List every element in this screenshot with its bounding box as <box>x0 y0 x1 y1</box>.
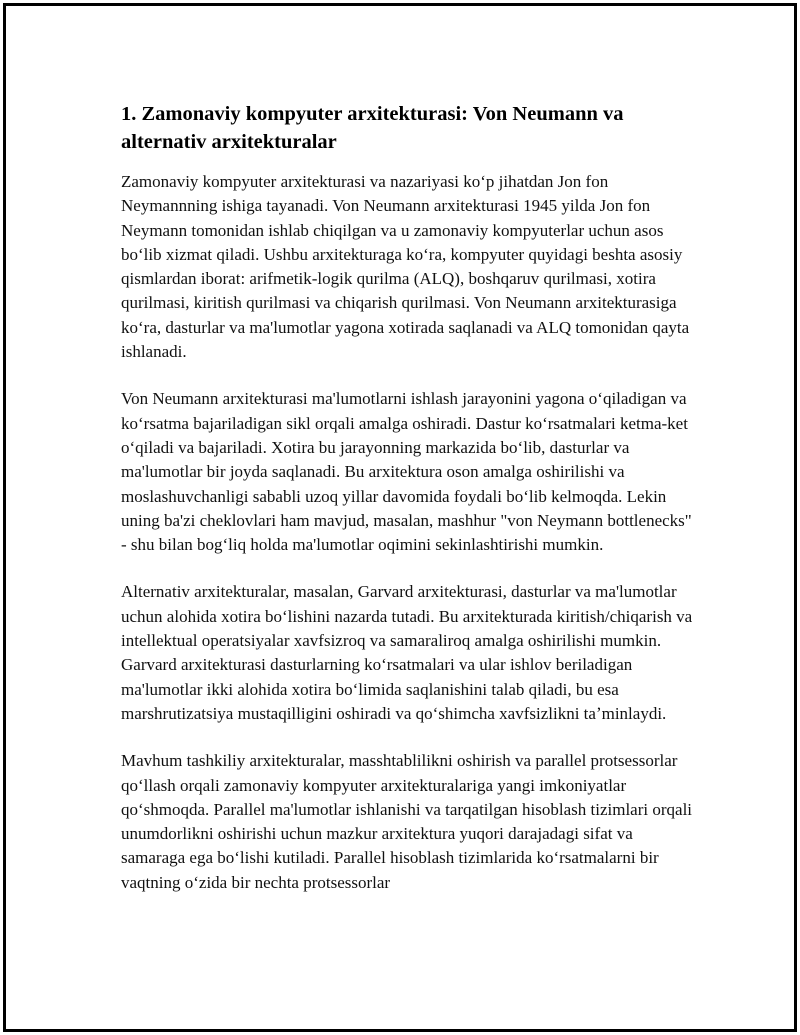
section-heading: 1. Zamonaviy kompyuter arxitekturasi: Von Neumann va alternativ arxitekturalar <box>121 103 624 153</box>
paragraph-von-neumann-intro: Zamonaviy kompyuter arxitekturasi va nazariyasi koʻp jihatdan Jon fon Neymannning ishiga tayanadi. Von Neumann arxitekturasi 1945 yilda Jon fon Neymann tomonidan ishlab chiqilgan va u zamonaviy kompyuterlar uchun asos boʻlib xizmat qiladi. Ushbu arxitekturaga koʻra, kompyuter quyidagi beshta asosiy qismlardan iborat: arifmetik-logik qurilma (ALQ), boshqaruv qurilmasi, xotira qurilmasi, kiritish qurilmasi va chiqarish qurilmasi. Von Neumann arxitekturasiga koʻra, dasturlar va ma'lumotlar yagona xotirada saqlanadi va ALQ tomonidan qayta ishlanadi. <box>121 172 690 362</box>
paragraph-parallel-architectures: Mavhum tashkiliy arxitekturalar, masshtablilikni oshirish va parallel protsessorlar qoʻllash orqali zamonaviy kompyuter arxitekturalariga yangi imkoniyatlar qoʻshmoqda. Parallel ma'lumotlar ishlanishi va tarqatilgan hisoblash tizimlari orqali unumdorlikni oshirishi uchun mazkur arxitektura yuqori darajadagi sifat va samaraga ega boʻlishi kutiladi. Parallel hisoblash tizimlarida koʻrsatmalarni bir vaqtning oʻzida bir nechta protsessorlar <box>121 751 693 892</box>
paragraph-von-neumann-cycle: Von Neumann arxitekturasi ma'lumotlarni ishlash jarayonini yagona oʻqiladigan va koʻrsatma bajariladigan sikl orqali amalga oshiradi. Dastur koʻrsatmalari ketma-ket oʻqiladi va bajariladi. Xotira bu jarayonning markazida boʻlib, dasturlar va ma'lumotlar bir joyda saqlanadi. Bu arxitektura oson amalga oshirilishi va moslashuvchanligi sababli uzoq yillar davomida foydali boʻlib kelmoqda. Lekin uning ba'zi cheklovlari ham mavjud, masalan, mashhur "von Neymann bottlenecks" - shu bilan bogʻliq holda ma'lumotlar oqimini sekinlashtirishi mumkin. <box>121 389 692 555</box>
paragraph-harvard-architecture: Alternativ arxitekturalar, masalan, Garvard arxitekturasi, dasturlar va ma'lumotlar uchun alohida xotira boʻlishini nazarda tutadi. Bu arxitekturada kiritish/chiqarish va intellektual operatsiyalar xavfsizroq va samaraliroq amalga oshirilishi mumkin. Garvard arxitekturasi dasturlarning koʻrsatmalari va ular ishlov beriladigan ma'lumotlar ikki alohida xotira boʻlimida saqlanishini talab qiladi, bu esa marshrutizatsiya mustaqilligini oshiradi va qoʻshimcha xavfsizlikni taʼminlaydi. <box>121 582 693 723</box>
document-body <box>121 100 701 918</box>
page-frame <box>3 3 797 1032</box>
